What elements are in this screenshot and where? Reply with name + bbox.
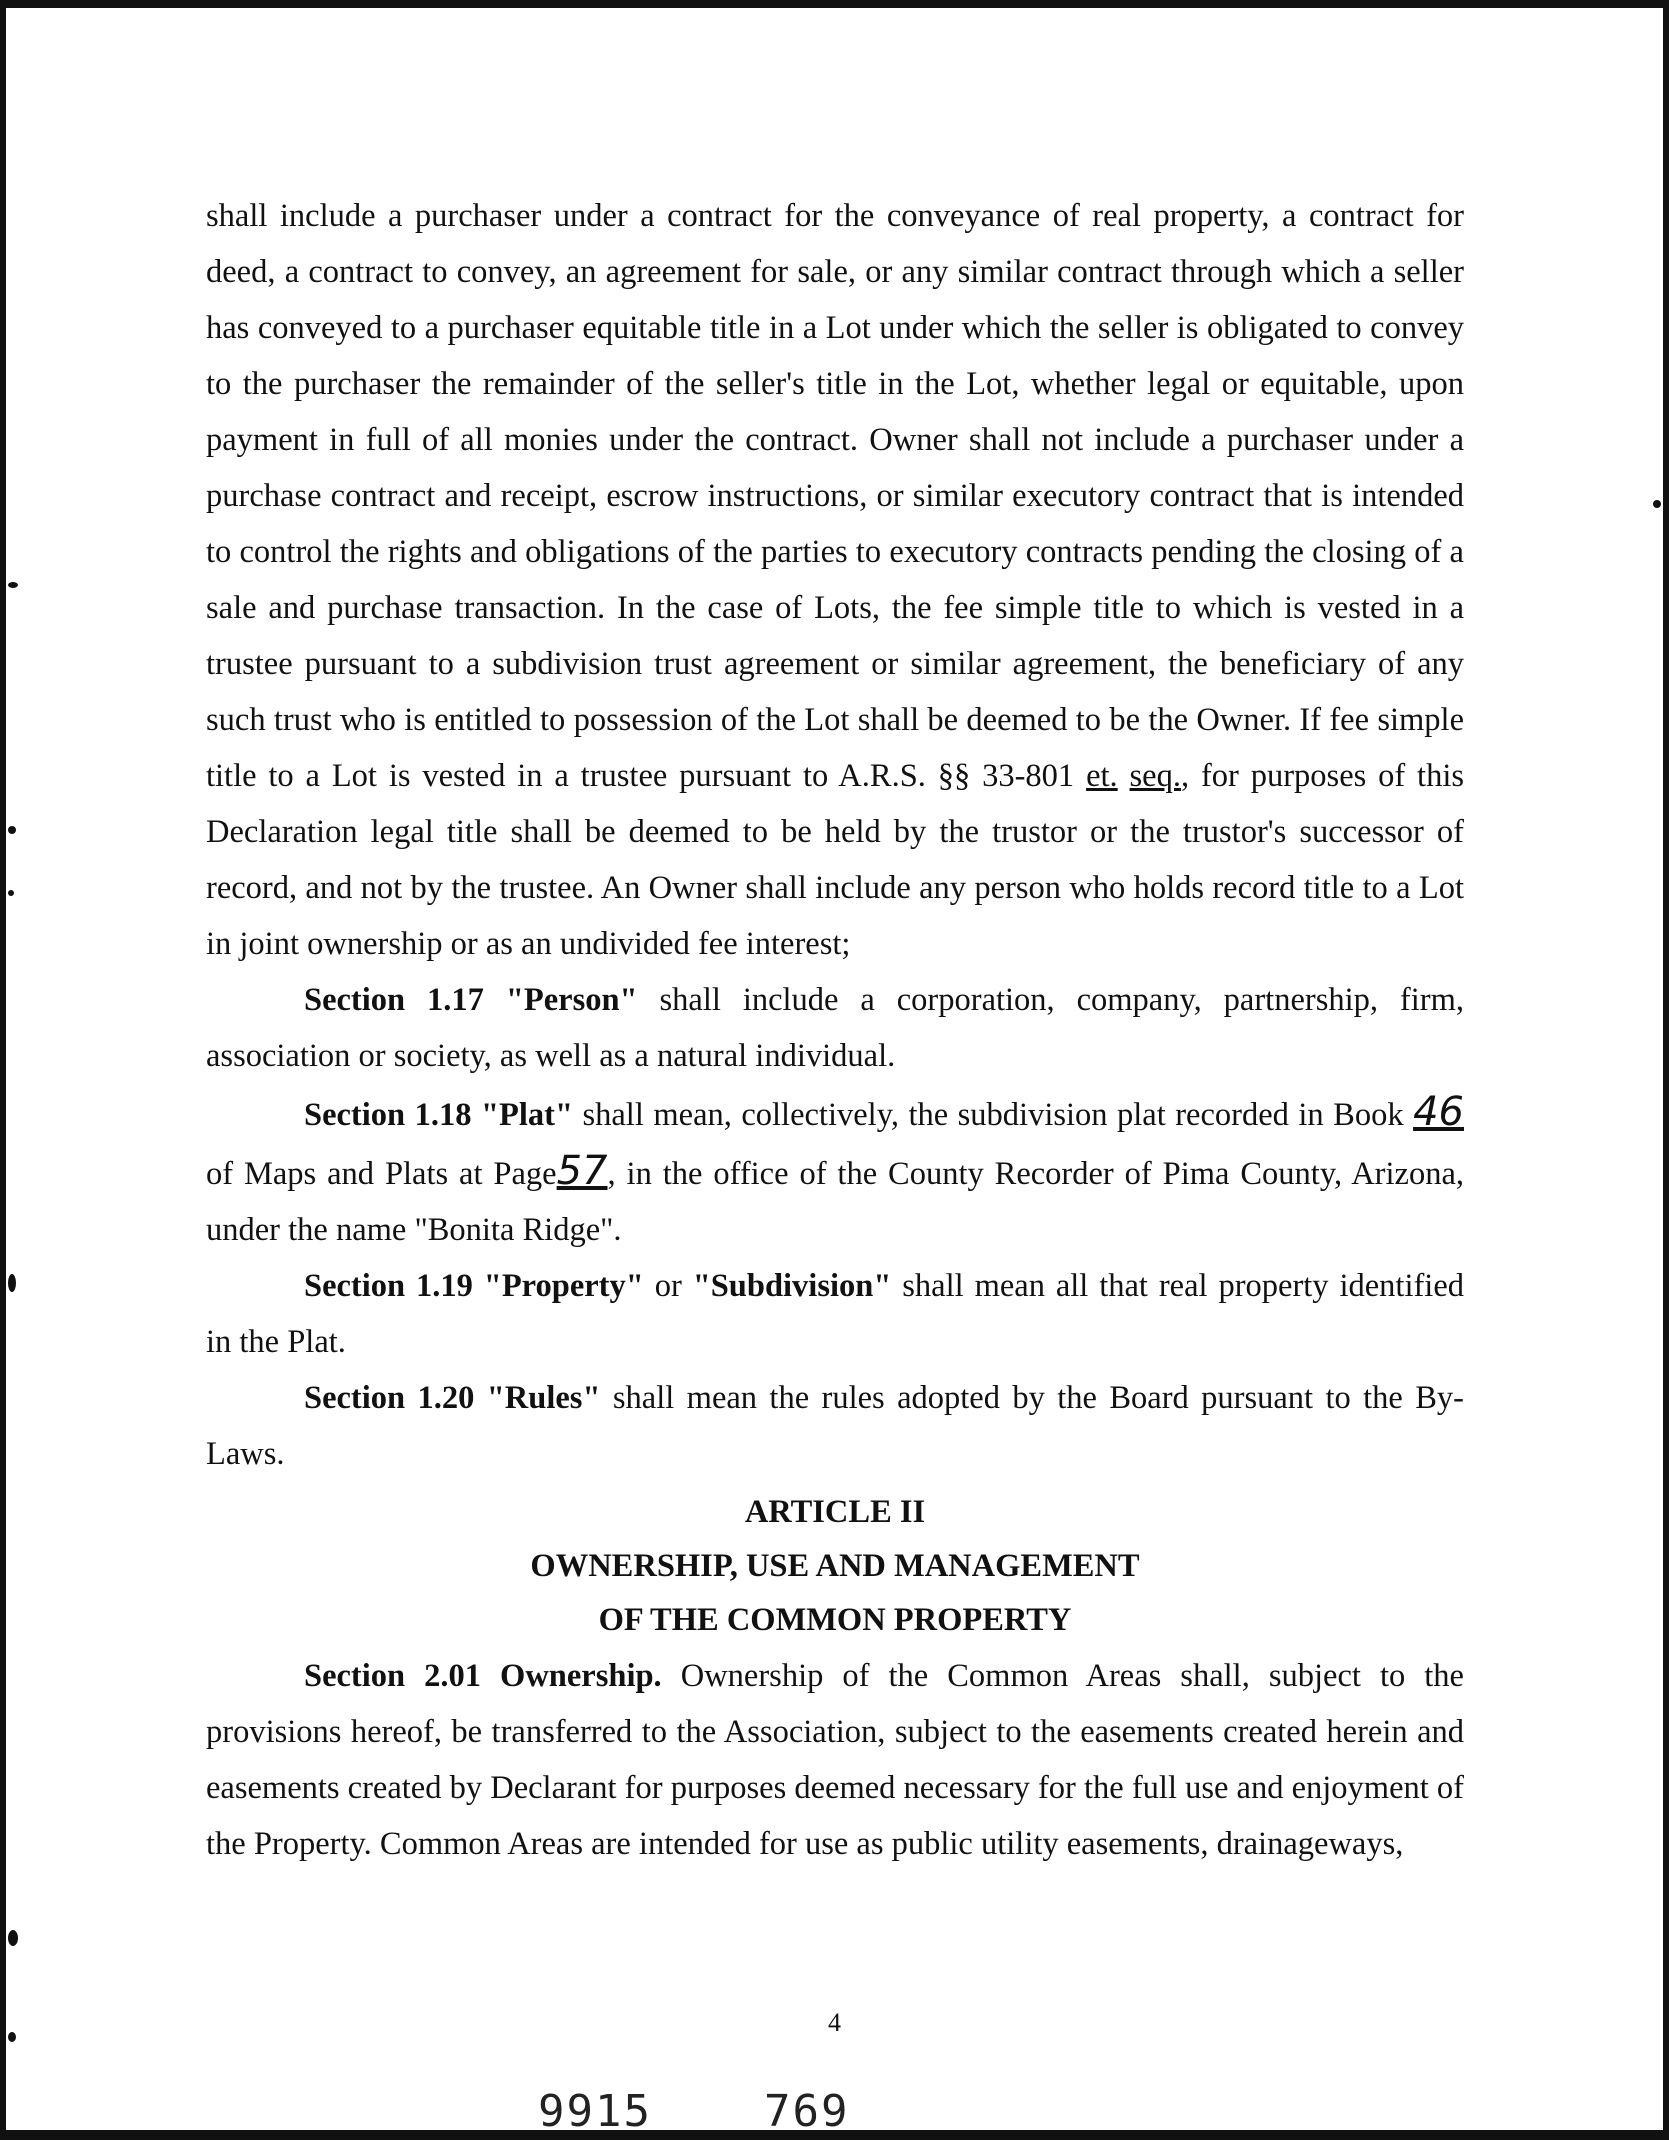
article-subtitle-1: OWNERSHIP, USE AND MANAGEMENT bbox=[530, 1548, 1140, 1584]
article-title: ARTICLE II bbox=[744, 1494, 926, 1530]
section-1-19-or: or bbox=[643, 1268, 693, 1304]
section-1-17-label: Section 1.17 "Person" bbox=[304, 982, 638, 1018]
recording-stamp-page: 769 bbox=[764, 2086, 850, 2137]
section-1-20-text: shall mean the rules adopted by the Board pursuant to the By-Laws. bbox=[206, 1380, 1464, 1472]
scan-border-left bbox=[0, 0, 6, 2140]
section-1-20-label: Section 1.20 "Rules" bbox=[304, 1380, 601, 1416]
section-1-18 bbox=[206, 1084, 1464, 1258]
section-1-20 bbox=[206, 1370, 1464, 1482]
scan-border-right bbox=[1663, 0, 1669, 2140]
recording-stamp-docket: 9915 bbox=[538, 2086, 652, 2137]
document-body bbox=[206, 188, 1464, 1482]
section-1-19-label: Section 1.19 "Property" bbox=[304, 1268, 644, 1304]
scan-speck bbox=[8, 890, 14, 896]
section-1-18-text-c: , in the office of the County Recorder of Pima County, Arizona, under the name "Bonita Ridge". bbox=[206, 1156, 1464, 1248]
section-1-19-text: shall mean all that real property identified in the Plat. bbox=[206, 1268, 1464, 1360]
scan-speck bbox=[8, 826, 16, 834]
section-1-17 bbox=[206, 972, 1464, 1084]
section-1-19-label-2: "Subdivision" bbox=[692, 1268, 892, 1304]
handwritten-page-number: 57 bbox=[556, 1148, 608, 1194]
article-subtitle-2: OF THE COMMON PROPERTY bbox=[598, 1602, 1072, 1638]
section-2-01-label: Section 2.01 Ownership. bbox=[304, 1658, 662, 1694]
scan-border-top bbox=[0, 0, 1669, 8]
section-1-18-text-b: of Maps and Plats at Page bbox=[206, 1156, 557, 1192]
handwritten-book-number: 46 bbox=[1413, 1089, 1464, 1135]
owner-definition-paragraph bbox=[206, 188, 1464, 972]
scan-speck bbox=[1653, 500, 1661, 508]
owner-definition-text-end: , for purposes of this Declaration legal title shall be deemed to be held by the trustor or the trustor's successor of record, and not by the trustee. An Owner shall include any person who holds record title to a Lot in joint ownership or as an undivided fee interest; bbox=[206, 758, 1465, 962]
section-2-01 bbox=[206, 1648, 1464, 1872]
section-1-19 bbox=[206, 1258, 1464, 1370]
citation-et: et. bbox=[1086, 758, 1118, 794]
section-1-18-text: shall mean, collectively, the subdivision plat recorded in Book bbox=[573, 1097, 1414, 1133]
page-number: 4 bbox=[828, 2008, 841, 2037]
scan-speck bbox=[8, 1930, 18, 1946]
section-1-17-text: shall include a corporation, company, partnership, firm, association or society, as well as a natural individual. bbox=[206, 982, 1464, 1074]
owner-definition-text: shall include a purchaser under a contract for the conveyance of real property, a contract for deed, a contract to convey, an agreement for sale, or any similar contract through which a seller has conveyed to a purchaser equitable title in a Lot under which the seller is obligated to convey to the purchaser the remainder of the seller's title in the Lot, whether legal or equitable, upon payment in full of all monies under the contract. Owner shall not include a purchaser under a purchase contract and receipt, escrow instructions, or similar executory contract that is intended to control the rights and obligations of the parties to executory contracts pending the closing of a sale and purchase transaction. In the case of Lots, the fee simple title to which is vested in a trustee pursuant to a subdivision trust agreement or similar agreement, the beneficiary of any such trust who is entitled to possession of the Lot shall be deemed to be the Owner. If fee simple title to a Lot is vested in a trustee pursuant to A.R.S. §§ 33-801 bbox=[206, 198, 1464, 794]
scan-speck bbox=[8, 1274, 16, 1292]
citation-seq: seq. bbox=[1129, 758, 1181, 794]
scan-speck bbox=[8, 582, 18, 588]
section-1-18-label: Section 1.18 "Plat" bbox=[304, 1097, 573, 1133]
section-2-01-text: Ownership of the Common Areas shall, subject to the provisions hereof, be transferred to the Association, subject to the easements created herein and easements created by Declarant for purposes deemed necessary for the full use and enjoyment of the Property. Common Areas are intended for use as public utility easements, drainageways, bbox=[206, 1658, 1464, 1862]
